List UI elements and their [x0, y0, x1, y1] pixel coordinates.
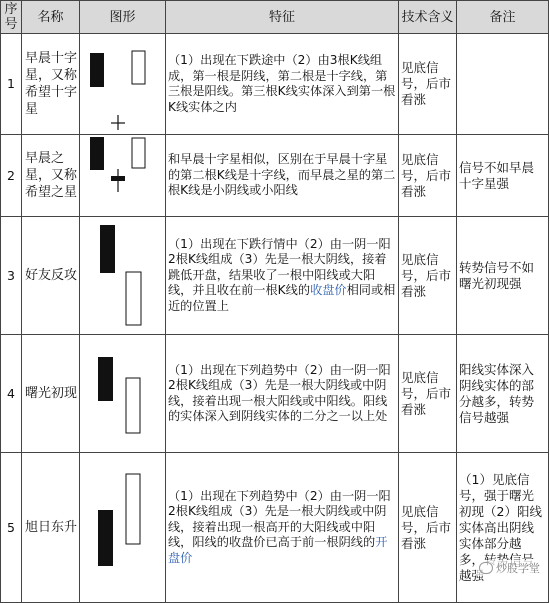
- pattern-note: 信号不如早晨十字星强: [457, 135, 549, 217]
- pattern-name: 旭日东升: [22, 453, 80, 603]
- header-name: 名称: [22, 1, 80, 34]
- row-num: 5: [1, 453, 22, 603]
- row-num: 4: [1, 335, 22, 453]
- pattern-feature: 和早晨十字星相似，区别在于早晨十字星的第二根K线是十字线，而早晨之星的第二根K线是小阴线或小阳线: [166, 135, 399, 217]
- pattern-note: 转势信号不如曙光初现强: [457, 217, 549, 335]
- table-row: [1, 34, 549, 135]
- bearish-candle: [90, 53, 104, 87]
- counterattack-diagram: [80, 217, 166, 330]
- note-text: （1）见底信号，强于曙光 初现（2）阳线实体高出阴线实体部分越多，转势信号越强: [459, 472, 542, 583]
- header-shape: 图形: [80, 1, 166, 34]
- feature-text: （1）出现在下跌行情中（2）由一阴一阳2根K线组成（3）先是一根大阴线，接着跳低开盘，结果收了一根中阳线或大阳线，并且收在前一根K线的: [168, 237, 391, 298]
- pattern-meaning: 见底信号，后市看涨: [399, 135, 457, 217]
- small-bearish-candle: [111, 176, 125, 181]
- pattern-feature: （1）出现在下列趋势中（2）由一阴一阳2根K线组成（3）先是一根大阴线或中阴线，接着出现一根大阳线或中阳线。阳线的实体深入到阴线实体的二分之一以上处: [166, 335, 399, 453]
- pattern-name: 曙光初现: [22, 335, 80, 453]
- pattern-name: 好友反攻: [22, 217, 80, 335]
- feature-text: （1）出现在下列趋势中（2）由一阴一阳2根K线组成（3）先是一根大阴线或中阴线，接着出现一根高开的大阳线或中阳线，阳线的收盘价已高于前一根阴线的: [168, 489, 391, 550]
- morning-doji-star-diagram: [80, 34, 166, 130]
- header-feature: 特征: [166, 1, 399, 34]
- feature-text: 相同或相近的位置上: [168, 283, 395, 313]
- bullish-candle: [126, 272, 141, 325]
- bullish-candle: [132, 138, 145, 168]
- bullish-candle: [132, 51, 145, 84]
- table-row: [1, 135, 549, 217]
- pattern-diagram: [80, 135, 166, 217]
- pattern-name: 早晨十字星，又称希望十字星: [22, 34, 80, 135]
- row-num: 3: [1, 217, 22, 335]
- pattern-diagram: [80, 217, 166, 335]
- header-tech: 技术含义: [399, 1, 457, 34]
- close-price-link[interactable]: 收盘价: [310, 283, 347, 297]
- table-row: [1, 217, 549, 335]
- wechat-icon: [479, 562, 493, 574]
- piercing-line-diagram: [80, 335, 166, 448]
- table-row: [1, 335, 549, 453]
- header-note: 备注: [457, 1, 549, 34]
- watermark-text: 炒股学堂: [496, 560, 540, 576]
- bearish-candle: [100, 225, 115, 273]
- pattern-feature: （1）出现在下跌途中（2）由3根K线组成，第一根是阴线，第二根是十字线，第三根是阳线。第三根K线实体深入到第一根K线实体之内: [166, 34, 399, 135]
- pattern-feature: [166, 217, 399, 335]
- pattern-note: [457, 34, 549, 135]
- pattern-meaning: 见底信号，后市看涨: [399, 217, 457, 335]
- pattern-meaning: 见底信号，后市看涨: [399, 34, 457, 135]
- pattern-diagram: [80, 335, 166, 453]
- bullish-candle: [126, 378, 140, 433]
- pattern-name: 早晨之星，又称希望之星: [22, 135, 80, 217]
- pattern-feature: [166, 453, 399, 603]
- pattern-meaning: 见底信号，后市看涨: [399, 453, 457, 603]
- rising-sun-diagram: [80, 453, 166, 598]
- row-num: 2: [1, 135, 22, 217]
- morning-star-diagram: [80, 135, 166, 212]
- pattern-note: 阳线实体深入阴线实体的部分越多，转势信号越强: [457, 335, 549, 453]
- pattern-note: [457, 453, 549, 603]
- watermark: [477, 560, 542, 576]
- row-num: 1: [1, 34, 22, 135]
- pattern-diagram: [80, 453, 166, 603]
- bearish-candle: [98, 510, 113, 566]
- header-row: [1, 1, 549, 34]
- header-num: 序号: [1, 1, 22, 34]
- table-row: [1, 453, 549, 603]
- open-price-link[interactable]: 开盘价: [168, 535, 387, 565]
- pattern-meaning: 见底信号，后市看涨: [399, 335, 457, 453]
- pattern-diagram: [80, 34, 166, 135]
- bearish-candle: [90, 137, 104, 170]
- bearish-candle: [98, 357, 113, 401]
- bullish-candle: [126, 474, 140, 544]
